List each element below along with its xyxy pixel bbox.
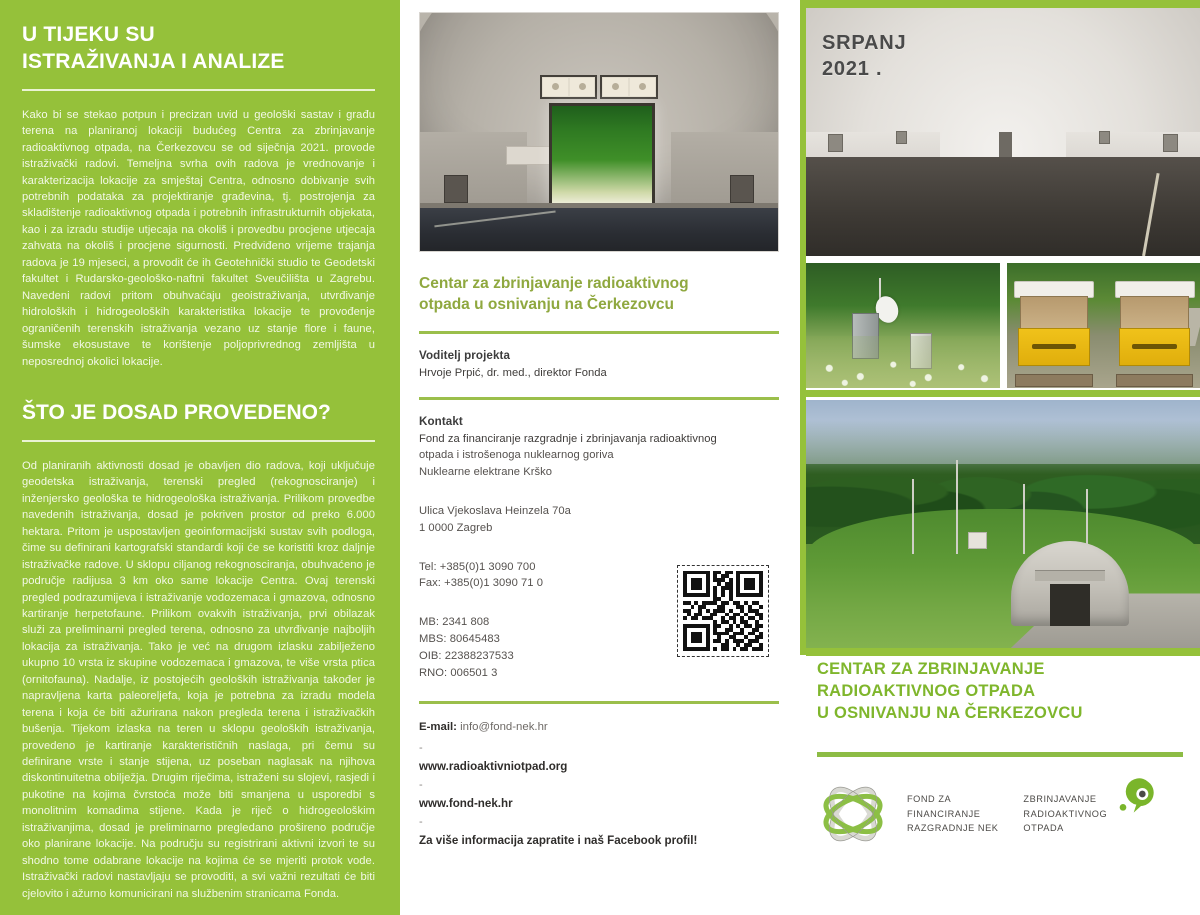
left-section-research: [22, 22, 375, 370]
meadow-monitoring-station-photo: [806, 263, 1000, 388]
issue-month: SRPANJ: [822, 32, 907, 54]
hangar-interior-photo: [419, 12, 779, 252]
right-column: [800, 0, 1200, 915]
divider: [22, 440, 375, 442]
fond-logo-line1: FOND ZA: [907, 793, 952, 804]
page-title: [22, 22, 375, 76]
telephone: Tel: +385(0)1 3090 700: [419, 560, 536, 573]
zbrinjavanje-logo-text: [1023, 792, 1107, 837]
middle-column: [419, 12, 779, 853]
zbrinjavanje-logo-line1: ZBRINJAVANJE: [1023, 793, 1097, 804]
project-lead-name: Hrvoje Prpić, dr. med., direktor Fonda: [419, 366, 607, 379]
thumbnail-row: [806, 263, 1200, 388]
project-lead-block: [419, 349, 779, 382]
brochure-title-line2: RADIOAKTIVNOG OTPADA: [817, 682, 1036, 701]
issue-date: [822, 30, 906, 82]
atom-logo-icon: [817, 778, 889, 850]
contact-org-line1: Fond za financiranje razgradnje i zbrinjavanja radioaktivnog: [419, 432, 717, 445]
brochure-title-line1: CENTAR ZA ZBRINJAVANJE: [817, 660, 1045, 678]
project-lead-label: Voditelj projekta: [419, 348, 511, 362]
green-strip: [806, 390, 1200, 397]
fax: Fax: +385(0)1 3090 71 0: [419, 577, 543, 590]
page-title-line2: ISTRAŽIVANJA I ANALIZE: [22, 49, 285, 73]
page-title-line1: U TIJEKU SU: [22, 23, 155, 46]
email-row: [419, 719, 779, 736]
address-line2: 1 0000 Zagreb: [419, 521, 493, 534]
open-doorway: [549, 103, 655, 207]
contact-block: [419, 415, 779, 537]
fond-logo-line3: RAZGRADNJE NEK: [907, 823, 999, 834]
center-heading-line2: otpada u osnivanju na Čerkezovcu: [419, 295, 674, 313]
divider: [419, 397, 779, 400]
issue-year: 2021 .: [822, 58, 883, 80]
divider: [817, 752, 1183, 757]
contact-org-line2: otpada i istrošenoga nuklearnog goriva: [419, 449, 614, 462]
brochure-title-line3: U OSNIVANJU NA ČERKEZOVCU: [817, 704, 1083, 723]
divider: [419, 701, 779, 704]
email-value[interactable]: info@fond-nek.hr: [460, 721, 548, 734]
divider: [419, 331, 779, 334]
facebook-callout[interactable]: Za više informacija zapratite i naš Facebook profil!: [419, 833, 698, 847]
contact-label: Kontakt: [419, 414, 463, 428]
address-line1: Ulica Vjekoslava Heinzela 70a: [419, 505, 571, 518]
contact-org-line3: Nuklearne elektrane Krško: [419, 466, 553, 479]
email-label: E-mail:: [419, 721, 457, 734]
divider: [22, 89, 375, 91]
center-heading: [419, 274, 779, 316]
green-strip: [806, 648, 1200, 656]
bunker-hillside-photo: [806, 400, 1200, 648]
company-number-mb: MB: 2341 808: [419, 616, 490, 629]
progress-body-text: Od planiranih aktivnosti dosad je obavljen dio radova, koji uključuje geodetska istraživanja, terenski pregled (rekognosciranje) i inženjersko geološka te hidrogeološka istraživanja. Prilikom provedbe navedenih istraživanja, dosad je pokriven prostor od preko 6.000 hektara. Pritom je uspostavljen geoinformacijski sustav svih podloga, čime su definirani kartografski standardi koji će se koristiti kroz daljnje istraživačke radove. U sklopu ciljanog rekognosciranja, obuhvaćeno je područje radijusa 3 km oko same lokacije Centra. Ovaj terenski pregled podrazumijeva i istraživanje vodozemaca i gmazova, odnosno kartiranje herpetofaune. Prilikom ovakvih istraživanja, prvi obilazak služi za preliminarni pregled terena, odnosno za utvrđivanje najboljih lokacija za istraživanja. Tako je već na drugom izlasku zabilježeno ukupno 10 vrsta iz skupine vodozemaca i gmazova, te više vrsta ptica (ornitofauna). Nadalje, iz postojećih geoloških istraživanja također je napravljena karta paleoreljefa, koja je potrebna za izradu modela terena i koja će biti ažurirana nakon pregleda terena i istraživačkih bušenja. Tijekom izlaska na teren u sklopu geoloških istraživanja, provedeno je kartiranje karakterističnih naslaga, pri čemu su definirane vrste i stanje stijena, uz poseban naglasak na njihova diskontinuitetna obilježja. Drugim riječima, istraženi su slojevi, rasjedi i pukotine na kojima čvrstoća može biti smanjena u usporedbi s monolitnim komadima stijene. Kada je riječ o hidrogeološkim istraživanjima, dosad je preliminarno pregledano prošireno područje oko planirane lokacije. Na području su registrirani aktivni izvori te su shodno tome odabrane lokacije na kojima će se mjeriti protok vode. Istraživački radovi nastavljaju se provoditi, a svi važni rezultati će biti cjelovito i ažurno komunicirani na službenim stranicama Fonda.: [22, 459, 375, 900]
green-strip: [800, 0, 1200, 8]
left-green-panel: [0, 0, 400, 915]
separator-dash: -: [419, 741, 423, 754]
qr-code[interactable]: [677, 565, 769, 657]
fond-logo-line2: FINANCIRANJE: [907, 808, 981, 819]
phone-ids-row: [419, 559, 779, 682]
zbrinjavanje-logo-line3: OTPADA: [1023, 823, 1064, 834]
speech-bubble-logo-icon: [1119, 778, 1159, 818]
footer-logos: [817, 778, 1187, 850]
separator-dash: -: [419, 815, 423, 828]
beehives-photo: [1007, 263, 1200, 388]
center-heading-line1: Centar za zbrinjavanje radioaktivnog: [419, 275, 689, 292]
zbrinjavanje-logo-line2: RADIOAKTIVNOG: [1023, 808, 1108, 819]
company-number-rno: RNO: 006501 3: [419, 666, 498, 679]
fond-logo-text: [907, 792, 998, 837]
wall-frames: [540, 75, 658, 99]
research-body-text: Kako bi se stekao potpun i precizan uvid u geološki sastav i građu terena na planiranoj lokaciji budućeg Centra za zbrinjavanje radioaktivnog otpada, na Čerkezovcu se od siječnja 2021. provode istraživački radovi. Temeljna svrha ovih radova je vrednovanje i karakterizacija lokacije za smještaj Centra, odnosno dobivanje svih potrebnih podataka za projektiranje građevina, tj. postrojenja za skladištenje radioaktivnog otpada i potrebnih infrastrukturnih objekata, kao i za izradu studije utjecaja na okoliš i provedbu procjene utjecaja zahvata na okoliš i procjene sigurnosti. Predviđeno vrijeme trajanja radova je 19 mjeseci, a provodit će ih Geotehnički studio te Geodetski fakultet i Rudarsko-geološko-naftni fakultet Sveučilišta u Zagrebu. Navedeni radovi pritom obuhvaćaju geoistraživanja, utvrđivanje hidroloških i hidrogeoloških karakteristika lokacije te provođenje ograničenih terenskih istraživanja vezano uz stanje flore i faune, šumske ekosustave te korištenje poljoprivrednog zemljišta u neposrednoj okolici lokacije.: [22, 108, 375, 368]
qr-matrix: [683, 571, 763, 651]
website-radioaktivniotpad[interactable]: www.radioaktivniotpad.org: [419, 759, 568, 773]
brochure-title: [817, 658, 1187, 724]
separator-dash: -: [419, 778, 423, 791]
links-block: [419, 719, 779, 847]
company-number-mbs: MBS: 80645483: [419, 633, 500, 646]
left-section-progress: [22, 400, 375, 902]
website-fond-nek[interactable]: www.fond-nek.hr: [419, 796, 513, 810]
section-title-progress: ŠTO JE DOSAD PROVEDENO?: [22, 401, 331, 424]
company-number-oib: OIB: 22388237533: [419, 649, 514, 662]
